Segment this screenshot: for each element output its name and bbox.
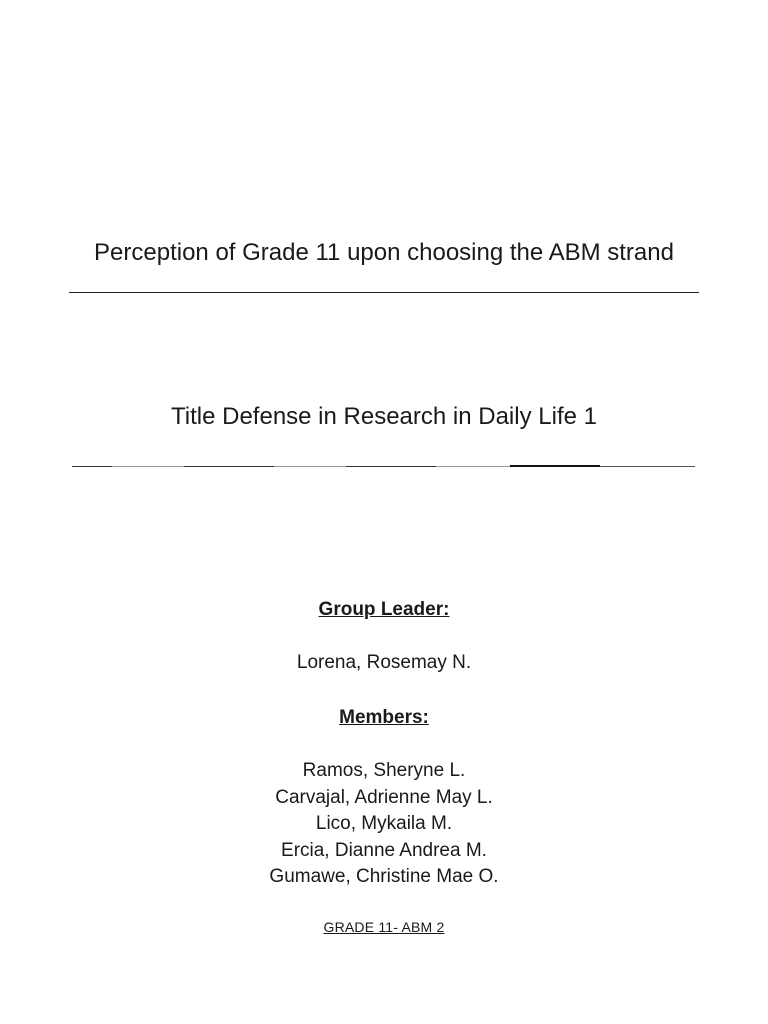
underline-segment [274,466,346,467]
document-subtitle: Title Defense in Research in Daily Life 1 [171,403,597,430]
underline-segment [510,465,600,467]
underline-segment [600,466,695,467]
title-underline [69,292,699,293]
underline-segment [72,466,112,467]
members-list [0,758,768,891]
underline-segment [436,466,510,467]
member-name: Gumawe, Christine Mae O. [269,866,499,887]
underline-segment [184,466,274,467]
member-name: Carvajal, Adrienne May L. [275,786,493,808]
underline-segment [346,466,436,467]
document-title: Perception of Grade 11 upon choosing the ABM strand [94,239,674,266]
group-leader-heading: Group Leader: [318,599,450,620]
member-name: Ramos, Sheryne L. [302,760,466,781]
class-label: GRADE 11- ABM 2 [323,919,445,935]
member-name: Ercia, Dianne Andrea M. [281,839,487,861]
member-name: Lico, Mykaila M. [315,813,453,834]
group-leader-name: Lorena, Rosemay N. [296,652,472,673]
members-heading: Members: [339,707,429,728]
underline-segment [112,466,184,467]
